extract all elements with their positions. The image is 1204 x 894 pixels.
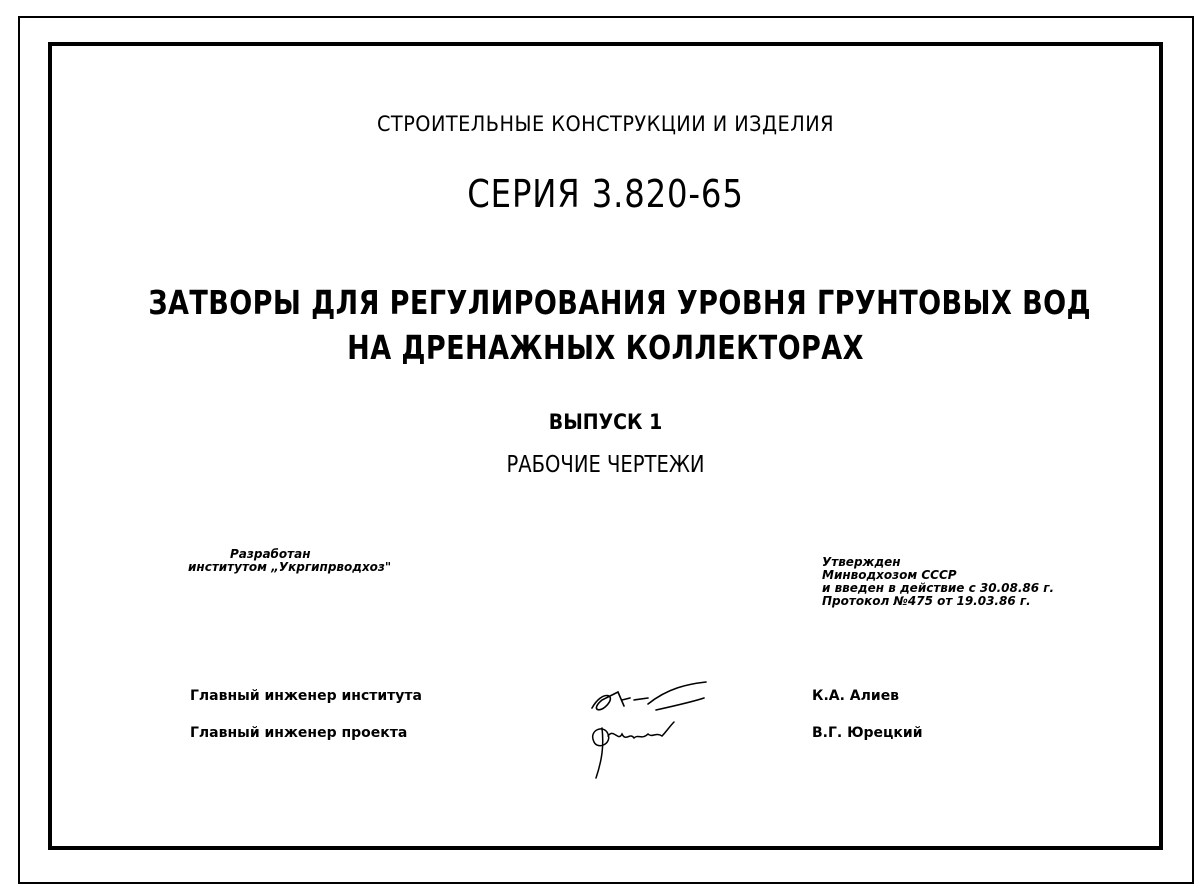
working-drawings-label: РАБОЧИЕ ЧЕРТЕЖИ: [506, 452, 705, 478]
approved-by-note: [822, 556, 1054, 608]
signatory-role: Главный инженер института: [190, 688, 422, 704]
issue-label: ВЫПУСК 1: [548, 410, 663, 434]
document-title-line-1: ЗАТВОРЫ ДЛЯ РЕГУЛИРОВАНИЯ УРОВНЯ ГРУНТОВЫХ ВОД: [148, 283, 1092, 322]
series-number: СЕРИЯ 3.820-65: [467, 172, 744, 216]
signatory-role: Главный инженер проекта: [190, 725, 408, 741]
approved-protocol: Протокол №475 от 19.03.86 г.: [822, 594, 1031, 608]
developed-by-note: [188, 548, 391, 574]
approved-label: Утвержден: [822, 555, 901, 569]
document-title-line-2: НА ДРЕНАЖНЫХ КОЛЛЕКТОРАХ: [347, 328, 864, 367]
developed-label: Разработан: [230, 547, 311, 561]
approved-effective-date: и введен в действие с 30.08.86 г.: [822, 581, 1055, 595]
developed-institute: институтом „Укргипрводхоз": [188, 560, 392, 574]
signature-chief-engineer-project: [578, 712, 718, 782]
header-line: СТРОИТЕЛЬНЫЕ КОНСТРУКЦИИ И ИЗДЕЛИЯ: [376, 112, 835, 136]
signatory-name: К.А. Алиев: [812, 688, 900, 704]
signatory-name: В.Г. Юрецкий: [812, 725, 923, 741]
approved-ministry: Минводхозом СССР: [822, 568, 957, 582]
